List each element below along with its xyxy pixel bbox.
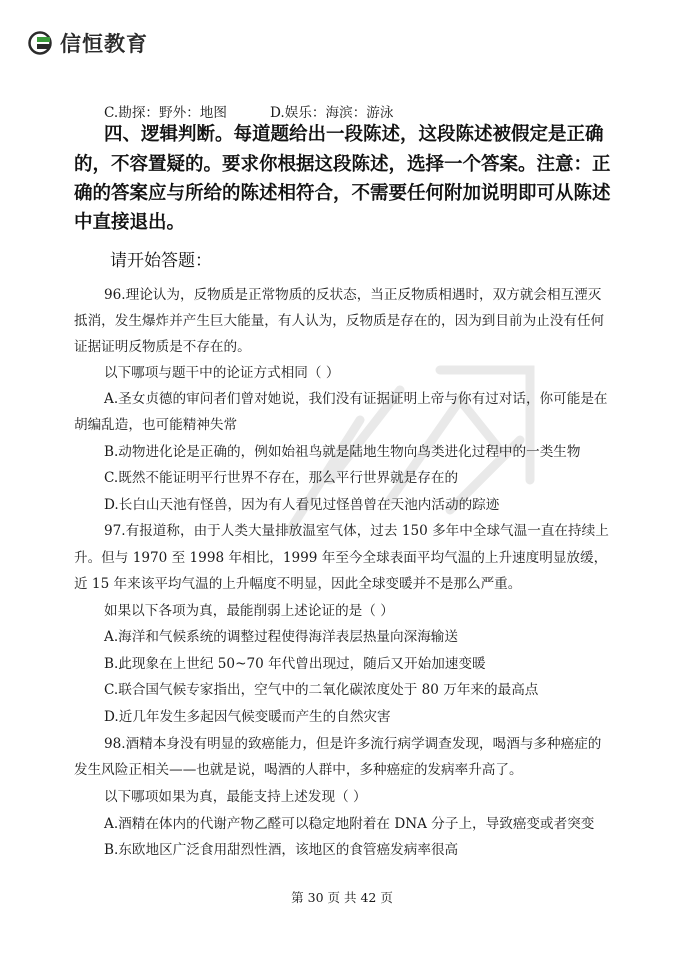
q96-stem: 96.理论认为，反物质是正常物质的反状态，当正反物质相遇时，双方就会相互湮灭 xyxy=(104,287,602,303)
section-heading-line: 确的答案应与所给的陈述相符合，不需要任何附加说明即可从陈述 xyxy=(74,183,611,204)
q98-option-a: A.酒精在体内的代谢产物乙醛可以稳定地附着在 DNA 分子上，导致癌变或者突变 xyxy=(104,816,595,832)
brand-logo xyxy=(28,28,148,58)
q97-option-d: D.近几年发生多起因气候变暖而产生的自然灾害 xyxy=(104,709,391,725)
q97-stem: 升。但与 1970 至 1998 年相比，1999 年至今全球表面平均气温的上升速度明显放缓， xyxy=(74,550,608,566)
q97-option-b: B.此现象在上世纪 50~70 年代曾出现过，随后又开始加速变暖 xyxy=(104,656,486,672)
prev-option-c: C.勘探：野外：地图 xyxy=(104,105,227,121)
q97-stem: 97.有报道称，由于人类大量排放温室气体，过去 150 多年中全球气温一直在持续上 xyxy=(104,523,609,539)
q96-option-d: D.长白山天池有怪兽，因为有人看见过怪兽曾在天池内活动的踪迹 xyxy=(104,497,500,513)
logo-icon xyxy=(28,31,56,55)
q96-stem: 证据证明反物质是不存在的。 xyxy=(74,339,251,355)
q96-option-a-cont: 胡编乱造，也可能精神失常 xyxy=(74,417,238,433)
start-prompt: 请开始答题： xyxy=(110,251,212,271)
q97-stem: 近 15 年来该平均气温的上升幅度不明显，因此全球变暖并不是那么严重。 xyxy=(74,576,522,592)
q97-question: 如果以下各项为真，最能削弱上述论证的是（ ） xyxy=(104,603,394,619)
brand-name: 信恒教育 xyxy=(60,32,148,56)
watermark-graphic xyxy=(250,330,550,550)
page-number: 第 30 页 共 42 页 xyxy=(291,890,393,905)
prev-option-d: D.娱乐：海滨：游泳 xyxy=(270,105,394,121)
section-heading-line: 四、逻辑判断。每道题给出一段陈述，这段陈述被假定是正确 xyxy=(104,124,604,145)
q98-question: 以下哪项如果为真，最能支持上述发现（ ） xyxy=(104,789,367,805)
q98-stem: 发生风险正相关——也就是说，喝酒的人群中，多种癌症的发病率升高了。 xyxy=(74,762,523,778)
q96-option-a: A.圣女贞德的审问者们曾对她说，我们没有证据证明上帝与你有过对话，你可能是在 xyxy=(104,391,608,407)
q97-option-c: C.联合国气候专家指出，空气中的二氧化碳浓度处于 80 万年来的最高点 xyxy=(104,682,539,698)
q96-stem: 抵消，发生爆炸并产生巨大能量，有人认为，反物质是存在的，因为到目前为止没有任何 xyxy=(74,313,605,329)
q96-option-b: B.动物进化论是正确的，例如始祖鸟就是陆地生物向鸟类进化过程中的一类生物 xyxy=(104,444,581,460)
section-heading-line: 中直接退出。 xyxy=(74,212,186,233)
q96-question: 以下哪项与题干中的论证方式相同（ ） xyxy=(104,365,340,381)
q98-stem: 98.酒精本身没有明显的致癌能力，但是许多流行病学调查发现，喝酒与多种癌症的 xyxy=(104,736,602,752)
section-heading-line: 的，不容置疑的。要求你根据这段陈述，选择一个答案。注意：正 xyxy=(74,154,611,175)
q96-option-c: C.既然不能证明平行世界不存在，那么平行世界就是存在的 xyxy=(104,470,459,486)
q97-option-a: A.海洋和气候系统的调整过程使得海洋表层热量向深海输送 xyxy=(104,629,458,645)
q98-option-b: B.东欧地区广泛食用甜烈性酒，该地区的食管癌发病率很高 xyxy=(104,842,459,858)
